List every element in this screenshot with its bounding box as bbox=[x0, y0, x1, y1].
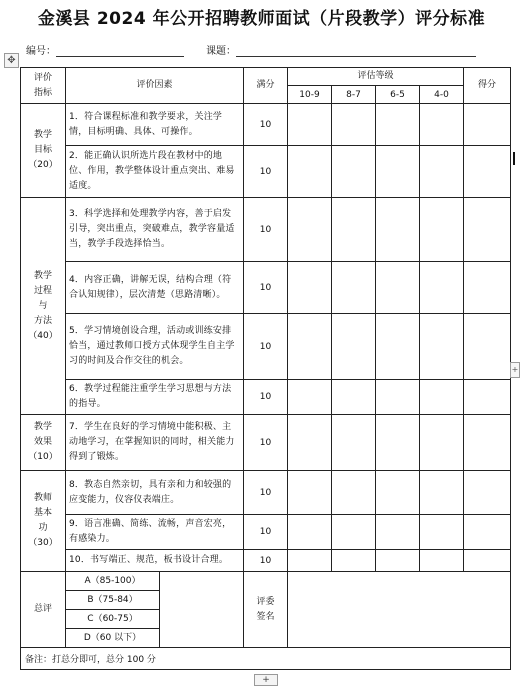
grade-cell[interactable] bbox=[376, 471, 420, 515]
grade-cell[interactable] bbox=[332, 515, 376, 550]
header-grade-group: 评估等级 bbox=[288, 68, 464, 86]
factor-item: 4．内容正确，讲解无误，结构合理（符合认知规律），层次清楚（思路清晰）。 bbox=[66, 262, 244, 314]
number-blank-line bbox=[56, 46, 184, 57]
full-score-cell: 10 bbox=[244, 471, 288, 515]
score-cell[interactable] bbox=[464, 314, 511, 380]
grade-cell[interactable] bbox=[420, 146, 464, 198]
full-score-cell: 10 bbox=[244, 415, 288, 471]
score-cell[interactable] bbox=[464, 515, 511, 550]
score-cell[interactable] bbox=[464, 415, 511, 471]
grade-cell[interactable] bbox=[376, 380, 420, 415]
grade-cell[interactable] bbox=[332, 262, 376, 314]
grade-cell[interactable] bbox=[288, 262, 332, 314]
score-cell[interactable] bbox=[464, 380, 511, 415]
summary-grade-b[interactable]: B（75-84） bbox=[66, 591, 160, 610]
full-score-cell: 10 bbox=[244, 146, 288, 198]
score-cell[interactable] bbox=[464, 146, 511, 198]
summary-label: 总评 bbox=[21, 572, 66, 648]
scoring-table bbox=[20, 67, 511, 670]
full-score-cell: 10 bbox=[244, 262, 288, 314]
score-cell[interactable] bbox=[464, 262, 511, 314]
summary-grades-table bbox=[66, 572, 160, 647]
grade-cell[interactable] bbox=[376, 198, 420, 262]
full-score-cell: 10 bbox=[244, 550, 288, 572]
grade-cell[interactable] bbox=[420, 198, 464, 262]
grade-cell[interactable] bbox=[288, 198, 332, 262]
category-teaching-goal: 教学 目标 （20） bbox=[21, 104, 66, 198]
document-title: 金溪县 2024 年公开招聘教师面试（片段教学）评分标准 bbox=[37, 9, 486, 29]
add-row-icon[interactable]: + bbox=[254, 674, 278, 686]
grade-cell[interactable] bbox=[288, 146, 332, 198]
text-cursor bbox=[513, 152, 515, 165]
header-full-score: 满分 bbox=[244, 68, 288, 104]
side-insert-row-icon[interactable]: + bbox=[510, 362, 520, 378]
grade-cell[interactable] bbox=[376, 415, 420, 471]
summary-grade-c[interactable]: C（60-75） bbox=[66, 610, 160, 629]
score-cell[interactable] bbox=[464, 550, 511, 572]
header-indicator: 评价 指标 bbox=[21, 68, 66, 104]
factor-item: 1．符合课程标准和教学要求，关注学情，目标明确、具体、可操作。 bbox=[66, 104, 244, 146]
grade-cell[interactable] bbox=[332, 104, 376, 146]
grade-cell[interactable] bbox=[332, 198, 376, 262]
grade-cell[interactable] bbox=[376, 104, 420, 146]
grade-cell[interactable] bbox=[420, 471, 464, 515]
grade-cell[interactable] bbox=[332, 471, 376, 515]
header-grade-3: 6-5 bbox=[376, 86, 420, 104]
grade-cell[interactable] bbox=[332, 550, 376, 572]
factor-item: 2．能正确认识所选片段在教材中的地位、作用，教学整体设计重点突出、难易适度。 bbox=[66, 146, 244, 198]
score-cell[interactable] bbox=[464, 198, 511, 262]
summary-grades-cell bbox=[66, 572, 244, 648]
topic-label: 课题： bbox=[206, 46, 236, 57]
grade-cell[interactable] bbox=[376, 314, 420, 380]
grade-cell[interactable] bbox=[376, 262, 420, 314]
header-score: 得分 bbox=[464, 68, 511, 104]
factor-item: 7．学生在良好的学习情境中能积极、主动地学习，在掌握知识的同时，相关能力得到了锻炼。 bbox=[66, 415, 244, 471]
table-move-handle-icon[interactable]: ✥ bbox=[4, 53, 19, 68]
score-cell[interactable] bbox=[464, 104, 511, 146]
grade-cell[interactable] bbox=[332, 146, 376, 198]
judge-signature-area[interactable] bbox=[288, 572, 511, 648]
judge-signature-label: 评委 签名 bbox=[244, 572, 288, 648]
number-label: 编号： bbox=[26, 46, 56, 57]
summary-grade-d[interactable]: D（60 以下） bbox=[66, 629, 160, 648]
grade-cell[interactable] bbox=[332, 415, 376, 471]
grade-cell[interactable] bbox=[376, 550, 420, 572]
factor-item: 3．科学选择和处理教学内容，善于启发引导，突出重点，突破难点，教学容量适当，教学手段选择恰当。 bbox=[66, 198, 244, 262]
grade-cell[interactable] bbox=[288, 380, 332, 415]
grade-cell[interactable] bbox=[420, 104, 464, 146]
grade-cell[interactable] bbox=[420, 314, 464, 380]
grade-cell[interactable] bbox=[288, 314, 332, 380]
grade-cell[interactable] bbox=[288, 415, 332, 471]
grade-cell[interactable] bbox=[332, 380, 376, 415]
category-teaching-effect: 教学 效果 （10） bbox=[21, 415, 66, 471]
grade-cell[interactable] bbox=[288, 471, 332, 515]
grade-cell[interactable] bbox=[376, 515, 420, 550]
header-grade-1: 10-9 bbox=[288, 86, 332, 104]
summary-grade-a[interactable]: A（85-100） bbox=[66, 572, 160, 591]
grade-cell[interactable] bbox=[420, 262, 464, 314]
full-score-cell: 10 bbox=[244, 198, 288, 262]
grade-cell[interactable] bbox=[288, 515, 332, 550]
score-cell[interactable] bbox=[464, 471, 511, 515]
category-teacher-basics: 教师 基本 功 （30） bbox=[21, 471, 66, 572]
grade-cell[interactable] bbox=[288, 104, 332, 146]
grade-cell[interactable] bbox=[420, 415, 464, 471]
header-grade-2: 8-7 bbox=[332, 86, 376, 104]
header-grade-4: 4-0 bbox=[420, 86, 464, 104]
factor-item: 5．学习情境创设合理，活动或训练安排恰当，通过教师口授方式体现学生自主学习的时间及合作交往的机会。 bbox=[66, 314, 244, 380]
number-field[interactable] bbox=[26, 42, 184, 57]
factor-item: 10．书写端正、规范，板书设计合理。 bbox=[66, 550, 244, 572]
full-score-cell: 10 bbox=[244, 380, 288, 415]
note-text: 备注：打总分即可，总分 100 分 bbox=[21, 648, 511, 670]
grade-cell[interactable] bbox=[376, 146, 420, 198]
full-score-cell: 10 bbox=[244, 104, 288, 146]
grade-cell[interactable] bbox=[420, 380, 464, 415]
topic-field[interactable] bbox=[206, 42, 476, 57]
grade-cell[interactable] bbox=[288, 550, 332, 572]
factor-item: 6．教学过程能注重学生学习思想与方法的指导。 bbox=[66, 380, 244, 415]
grade-cell[interactable] bbox=[420, 515, 464, 550]
topic-blank-line bbox=[236, 46, 476, 57]
header-factors: 评价因素 bbox=[66, 68, 244, 104]
grade-cell[interactable] bbox=[420, 550, 464, 572]
full-score-cell: 10 bbox=[244, 515, 288, 550]
factor-item: 9．语言准确、简练、流畅，声音宏亮，有感染力。 bbox=[66, 515, 244, 550]
grade-cell[interactable] bbox=[332, 314, 376, 380]
category-teaching-process: 教学 过程 与 方法 （40） bbox=[21, 198, 66, 415]
factor-item: 8．教态自然亲切，具有亲和力和较强的应变能力，仪容仪表端庄。 bbox=[66, 471, 244, 515]
full-score-cell: 10 bbox=[244, 314, 288, 380]
